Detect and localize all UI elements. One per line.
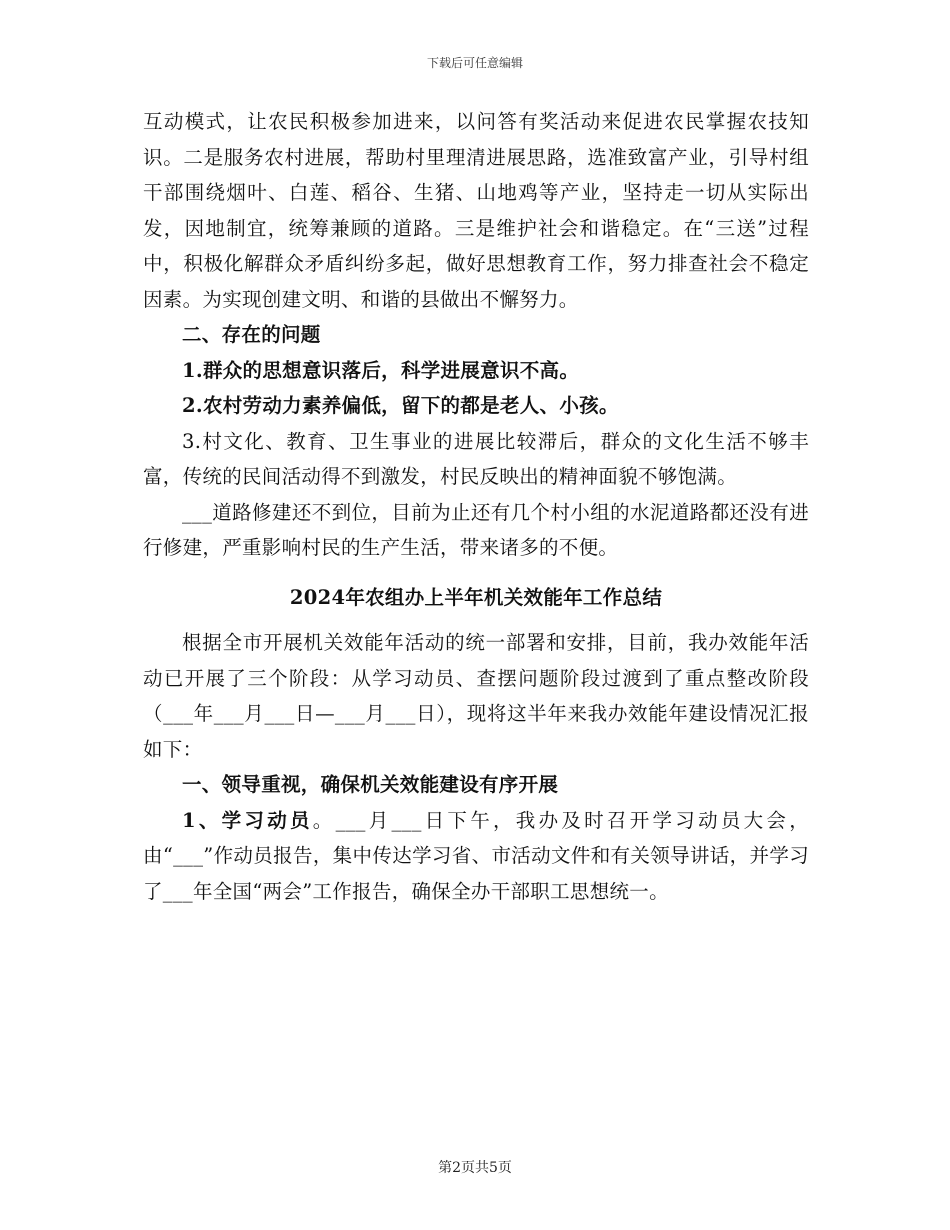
item-lead: 1、学习动员 xyxy=(182,808,313,832)
document-title: 2024年农组办上半年机关效能年工作总结 xyxy=(289,585,663,609)
page-footer: 第2页共5页 xyxy=(438,1160,512,1176)
problem-item-3: 3.村文化、教育、卫生事业的进展比较滞后，群众的文化生活不够丰富，传统的民间活动得不到激发，村民反映出的精神面貌不够饱满。 xyxy=(143,429,809,488)
problem-item-1: 1.群众的思想意识落后，科学进展意识不高。 xyxy=(182,358,580,382)
item-study-mobilization xyxy=(143,803,809,910)
intro-paragraph: 根据全市开展机关效能年活动的统一部署和安排，目前，我办效能年活动已开展了三个阶段：从学习动员、查摆问题阶段过渡到了重点整改阶段（___年___月___日—___月___日），现将这半年来我办效能年建设情况汇报如下： xyxy=(143,631,809,761)
page-header: 下载后可任意编辑 xyxy=(426,56,523,70)
item-body: 。___月___日下午，我办及时召开学习动员大会，由“___”作动员报告，集中传达学习省、市活动文件和有关领导讲话，并学习了___年全国“两会”工作报告，确保全办干部职工思想统一。 xyxy=(143,808,810,903)
problem-item-4: ___道路修建还不到位，目前为止还有几个村小组的水泥道路都还没有进行修建，严重影响村民的生产生活，带来诸多的不便。 xyxy=(143,500,809,559)
paragraph-continuation: 互动模式，让农民积极参加进来，以问答有奖活动来促进农民掌握农技知识。二是服务农村进展，帮助村里理清进展思路，选准致富产业，引导村组干部围绕烟叶、白莲、稻谷、生猪、山地鸡等产业，坚持走一切从实际出发，因地制宜，统筹兼顾的道路。三是维护社会和谐稳定。在“三送”过程中，积极化解群众矛盾纠纷多起，做好思想教育工作，努力排查社会不稳定因素。为实现创建文明、和谐的县做出不懈努力。 xyxy=(143,110,809,311)
document-body xyxy=(143,104,809,909)
problem-item-2: 2.农村劳动力素养偏低，留下的都是老人、小孩。 xyxy=(182,394,619,417)
section-heading-problems: 二、存在的问题 xyxy=(182,323,321,346)
section-heading-leadership: 一、领导重视，确保机关效能建设有序开展 xyxy=(182,773,559,796)
